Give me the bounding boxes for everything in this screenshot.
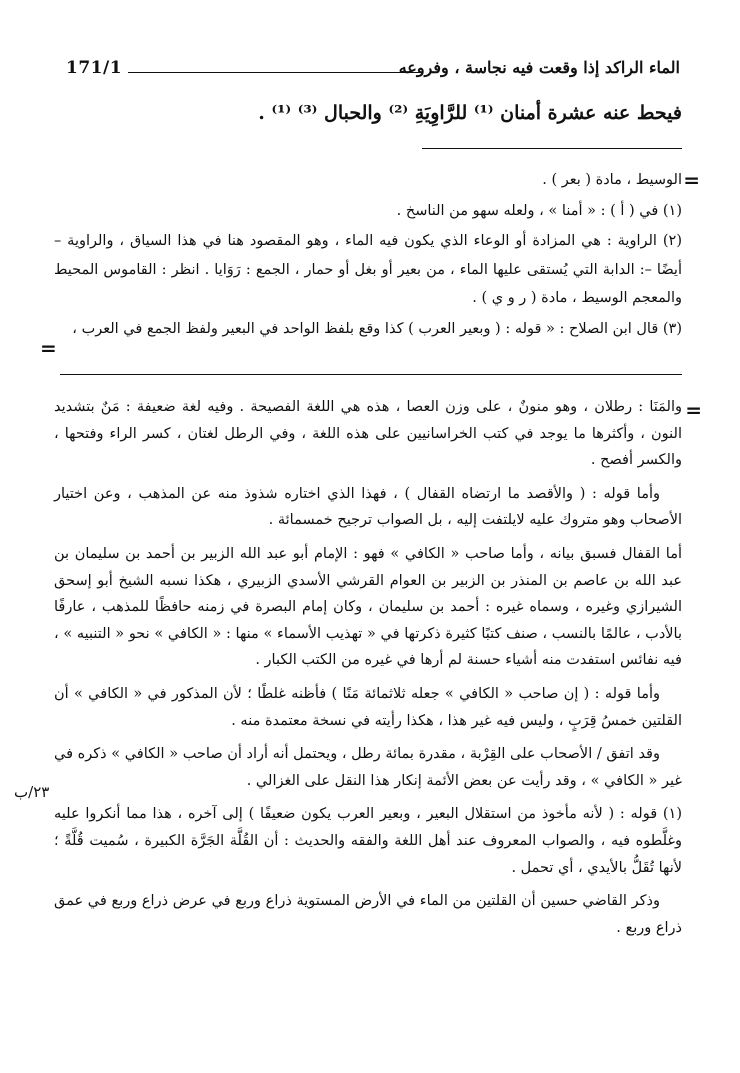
paragraph: وأما قوله : ( والأقصد ما ارتضاه القفال ) ، فهذا الذي اختاره شذوذ منه عن المذهب ، وعن اختيار الأصحاب وهو متروك عليه لايلتفت إليه ، بل الصواب ترجيح خمسمائة . [54, 485, 682, 529]
footnote-1: (١) في ( أ ) : « أمنا » ، ولعله سهو من الناسخ . [396, 202, 682, 219]
lead-line: فيحط عنه عشرة أمنان ⁽¹⁾ للرَّاوِيَةِ ⁽²⁾ والحبال ⁽³⁾ ⁽¹⁾ . [258, 102, 682, 124]
paragraph: وذكر القاضي حسين أن القلتين من الماء في الأرض المستوية ذراع وربع في عرض ذراع وربع في عمق ذراع وربع . [54, 893, 682, 936]
header-title: الماء الراكد إذا وقعت فيه نجاسة ، وفروعه [398, 58, 680, 77]
paragraph: (١) قوله : ( لأنه مأخوذ من استقلال البعير ، وبعير العرب يكون ضعيفًا ) إلى آخره ، هذا مما أنكروا عليه وغلَّطوه فيه ، والصواب المعروف عند أهل اللغة والفقه والحديث : أن القُلَّة الجَرَّة الكبيرة ، سُميت قُلَّةً ؛ لأنها تُقَلُّ بالأيدي ، أي تحمل . [54, 806, 682, 876]
footnote-2: (٢) الراوية : هي المزادة أو الوعاء الذي يكون فيه الماء ، وهو المقصود هنا في هذا السياق ، والراوية – أيضًا –: الدابة التي يُستقى عليها الماء ، من بعير أو بغل أو حمار ، الجمع : رَوَايا . انظر : القاموس المحيط والمعجم الوسيط ، مادة ( ر و ي ) . [54, 233, 682, 306]
paragraph: أما القفال فسبق بيانه ، وأما صاحب « الكافي » فهو : الإمام أبو عبد الله الزبير بن أحمد بن سليمان بن عبد الله بن عاصم بن المنذر بن الزبير بن العوام القرشي الأسدي الزبيري ، هكذا نسبه الشيخ أبو إسحق الشيرازي وغيره ، وسماه غيره : أحمد بن سليمان ، وكان إمام البصرة في زمنه حافظًا للمذهب ، عارفًا بالأدب ، عالمًا بالنسب ، صنف كتبًا كثيرة ذكرتها في « تهذيب الأسماء » منها : « الكافي » نحو « التنبيه » ، فيه نفائس استفدت منه أشياء حسنة لم أرها في غيره من الكتب الكبار . [54, 545, 682, 669]
paragraph: وأما قوله : ( إن صاحب « الكافي » جعله ثلاثمائة مَنًا ) فأظنه غلطًا ؛ لأن المذكور في « الكافي » أن القلتين خمسُ قِرَبٍ ، وليس فيه غير هذا ، هكذا رأيته في نسخة معتمدة منه . [54, 685, 682, 729]
footnote-3: (٣) قال ابن الصلاح : « قوله : ( وبعير العرب ) كذا وقع بلفظ الواحد في البعير ولفظ الجمع في العرب ، [72, 320, 682, 337]
paragraph: وقد اتفق / الأصحاب على القِرْبة ، مقدرة بمائة رطل ، ويحتمل أنه أراد أن صاحب « الكافي » ذكره في غير « الكافي » ، وقد رأيت عن بعض الأئمة إنكار هذا النقل على الغزالي . [54, 746, 682, 789]
footnote-separator [422, 148, 682, 149]
commentary-body [54, 394, 682, 948]
footnote-continued: الوسيط ، مادة ( بعر ) . [542, 172, 682, 188]
footnotes-top [54, 166, 682, 345]
paragraph: والمَنَا : رطلان ، وهو منونٌ ، على وزن العصا ، هذه هي اللغة الفصيحة . وفيه لغة ضعيفة : مَنٌ بتشديد النون ، وأكثرها ما يوجد في كتب الخراسانيين على هذه اللغة ، وفي الرطل لغتان ، كسر الراء وفتحها ، والكسر أفصح . [54, 399, 682, 469]
continuation-mark: = [683, 168, 700, 192]
margin-folio-note: ٢٣/ب [14, 783, 50, 801]
header-rule [128, 72, 422, 73]
continuation-mark: = [40, 336, 57, 360]
running-header [66, 54, 680, 86]
page-number: 171/1 [66, 58, 123, 78]
continuation-mark: = [685, 398, 702, 422]
section-rule [60, 374, 682, 375]
